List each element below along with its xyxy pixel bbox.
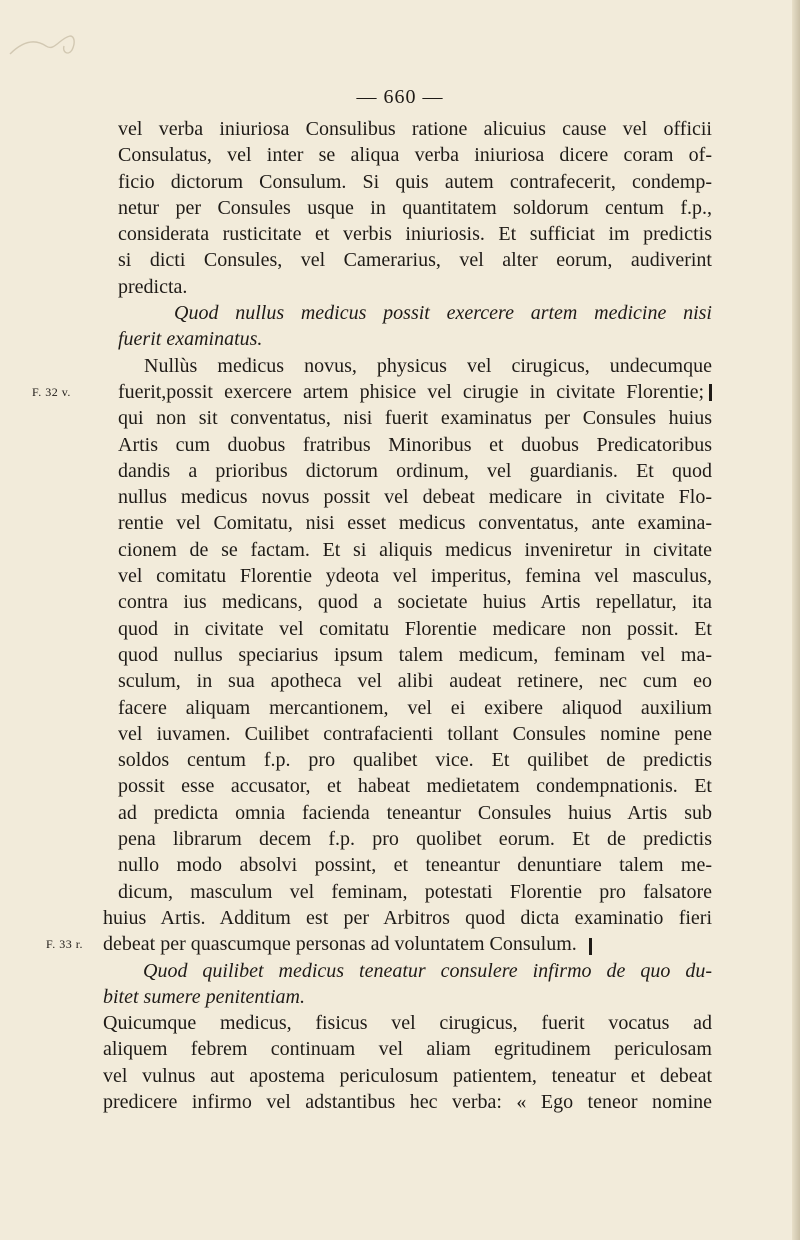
text-line: netur per Consules usque in quantitatem soldorum centum f.p., xyxy=(118,196,712,219)
text-line: Quicumque medicus, fisicus vel cirugicus, fuerit vocatus ad xyxy=(103,1012,712,1035)
text-line: ad predicta omnia facienda teneantur Consules huius Artis sub xyxy=(118,801,712,824)
folio-line-32v xyxy=(32,379,712,405)
text-line: predicta. xyxy=(118,275,188,298)
text-line: fuerit,possit exercere artem phisice vel cirugie in civitate Florentie; xyxy=(118,380,704,403)
section-heading-line: Quod nullus medicus possit exercere artem medicine nisi xyxy=(174,302,712,325)
folio-break-marker xyxy=(589,938,592,955)
text-line: Consulatus, vel inter se aliqua verba iniuriosa dicere coram of- xyxy=(118,144,712,167)
text-line: aliquem febrem continuam vel aliam egritudinem periculosam xyxy=(103,1038,712,1061)
text-line: dandis a prioribus dictorum ordinum, vel guardianis. Et quod xyxy=(118,459,712,482)
text-line: nullo modo absolvi possint, et teneantur denuntiare talem me- xyxy=(118,854,712,877)
folio-break-marker xyxy=(709,384,712,401)
section-heading-line: Quod quilibet medicus teneatur consulere infirmo de quo du- xyxy=(143,959,712,982)
text-line: Artis cum duobus fratribus Minoribus et duobus Predicatoribus xyxy=(118,433,712,456)
document-body xyxy=(32,116,712,1115)
text-line: considerata rusticitate et verbis iniuriosis. Et sufficiat im predictis xyxy=(118,223,712,246)
text-line: pena librarum decem f.p. pro quolibet eorum. Et de predictis xyxy=(118,828,712,851)
text-line: sculum, in sua apotheca vel alibi audeat retinere, nec cum eo xyxy=(118,670,712,693)
text-line: ficio dictorum Consulum. Si quis autem contrafecerit, condemp- xyxy=(118,170,712,193)
text-line: quod nullus speciarius ipsum talem medicum, feminam vel ma- xyxy=(118,643,712,666)
text-line: si dicti Consules, vel Camerarius, vel alter eorum, audiverint xyxy=(118,249,712,272)
text-line: debeat per quascumque personas ad voluntatem Consulum. xyxy=(103,933,577,956)
text-line: rentie vel Comitatu, nisi esset medicus conventatus, ante examina- xyxy=(118,512,712,535)
text-line: vel comitatu Florentie ydeota vel imperitus, femina vel masculus, xyxy=(118,565,712,588)
folio-note: F. 32 v. xyxy=(32,384,71,399)
folio-note: F. 33 r. xyxy=(46,937,84,952)
text-line: facere aliquam mercantionem, vel ei exibere aliquod auxilium xyxy=(118,696,712,719)
corner-pencil-mark xyxy=(8,28,78,62)
text-line: quod in civitate vel comitatu Florentie medicare non possit. Et xyxy=(118,617,712,640)
text-line: cionem de se factam. Et si aliquis medicus inveniretur in civitate xyxy=(118,538,712,561)
text-line: vel vulnus aut apostema periculosum patientem, teneatur et debeat xyxy=(103,1064,712,1087)
text-line: possit esse accusator, et habeat medietatem condempnationis. Et xyxy=(118,775,712,798)
text-line: nullus medicus novus possit vel debeat medicare in civitate Flo- xyxy=(118,486,712,509)
page-edge-shadow xyxy=(792,0,800,1240)
folio-line-33r xyxy=(46,931,712,957)
section-heading-line: fuerit examinatus. xyxy=(118,328,263,351)
text-line: predicere infirmo vel adstantibus hec verba: « Ego teneor nomine xyxy=(103,1090,712,1113)
text-line: Nullùs medicus novus, physicus vel cirugicus, undecumque xyxy=(144,354,712,377)
text-line: qui non sit conventatus, nisi fuerit examinatus per Consules huius xyxy=(118,407,712,430)
text-line: dicum, masculum vel feminam, potestati Florentie pro falsatore xyxy=(118,880,712,903)
text-line: contra ius medicans, quod a societate huius Artis repellatur, ita xyxy=(118,591,712,614)
text-line: soldos centum f.p. pro qualibet vice. Et quilibet de predictis xyxy=(118,749,712,772)
text-line: vel iuvamen. Cuilibet contrafacienti tollant Consules nomine pene xyxy=(118,722,712,745)
text-line: huius Artis. Additum est per Arbitros quod dicta examinatio fieri xyxy=(103,906,712,929)
page-number: — 660 — xyxy=(356,86,444,108)
section-heading-line: bitet sumere penitentiam. xyxy=(103,985,305,1008)
text-line: vel verba iniuriosa Consulibus ratione alicuius cause vel officii xyxy=(118,118,712,140)
